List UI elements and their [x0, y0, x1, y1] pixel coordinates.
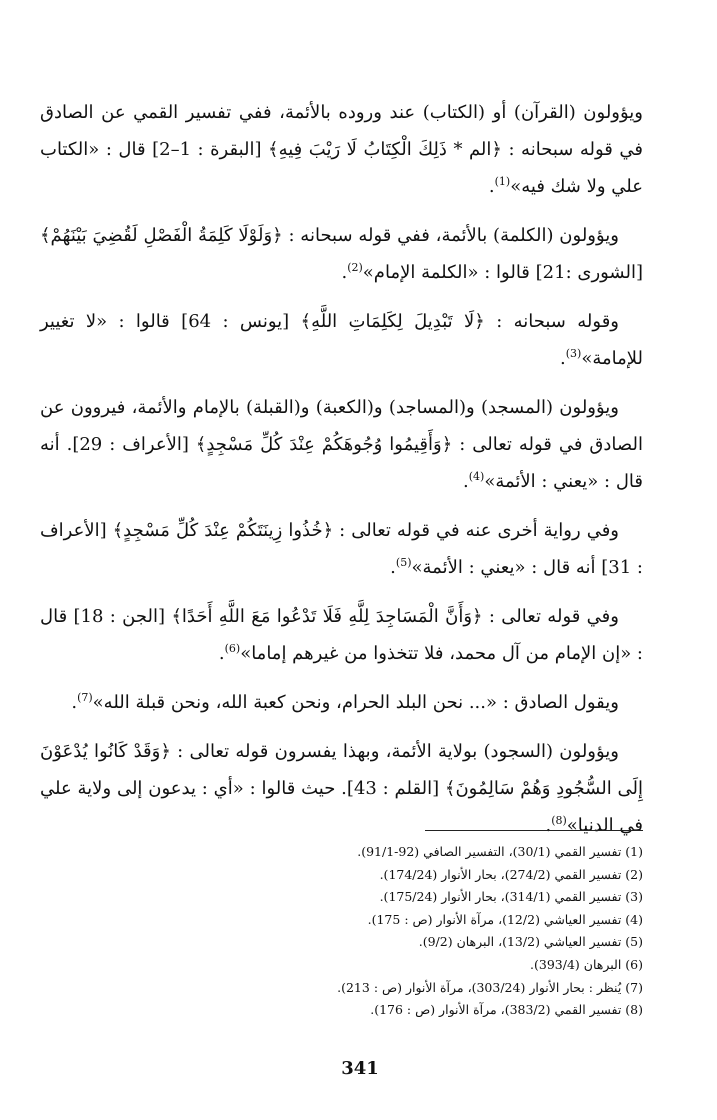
- footnote-ref[interactable]: (2): [347, 261, 363, 274]
- footnote-item: (8) تفسير القمي (383/2)، مرآة الأنوار (ص : 176).: [370, 1002, 643, 1018]
- footnote-item: (4) تفسير العياشي (12/2)، مرآة الأنوار (ص : 175).: [367, 911, 643, 927]
- paragraph-8: ويؤولون (السجود) بولاية الأئمة، وبهذا يفسرون قوله تعالى : ﴿وَقَدْ كَانُوا يُدْعَوْنَ إِلَى السُّجُودِ وَهُمْ سَالِمُونَ﴾ [القلم : 43]. حيث قالوا : «أي : يدعون إلى ولاية علي في الدنيا»$^{(8)}$.: [40, 741, 643, 836]
- paragraph-7: ويقول الصادق : «... نحن البلد الحرام، ونحن كعبة الله، ونحن قبلة الله»$^{(7)}$.: [71, 691, 619, 713]
- paragraph-text: وفي قوله تعالى : ﴿وَأَنَّ الْمَسَاجِدَ لِلَّهِ فَلَا تَدْعُوا مَعَ اللَّهِ أَحَدًا﴾ [الجن : 18] قال : «إن الإمام من آل محمد، فلا تتخذوا من غيرهم إماما»: [40, 606, 643, 664]
- footnote-ref[interactable]: (7): [77, 691, 93, 704]
- footnote-item: (2) تفسير القمي (274/2)، بحار الأنوار (174/24).: [379, 866, 643, 882]
- footnote-item: (1) تفسير القمي (30/1)، التفسير الصافي (92-91/1).: [357, 844, 643, 859]
- paragraph-5: وفي رواية أخرى عنه في قوله تعالى : ﴿خُذُوا زِينَتَكُمْ عِنْدَ كُلِّ مَسْجِدٍ﴾ [الأعراف : 31] أنه قال : «يعني : الأئمة»$^{(5)}$.: [40, 520, 643, 578]
- paragraph-text: ويؤولون (الكلمة) بالأئمة، ففي قوله سبحانه : ﴿وَلَوْلَا كَلِمَةُ الْفَصْلِ لَقُضِيَ بَيْنَهُمْ﴾ [الشورى :21] قالوا : «الكلمة الإمام»: [40, 225, 643, 283]
- footnote-item: (5) تفسير العياشي (13/2)، البرهان (9/2).: [418, 934, 643, 950]
- paragraph-text: ويؤولون (السجود) بولاية الأئمة، وبهذا يفسرون قوله تعالى : ﴿وَقَدْ كَانُوا يُدْعَوْنَ إِلَى السُّجُودِ وَهُمْ سَالِمُونَ﴾ [القلم : 43]. حيث قالوا : «أي : يدعون إلى ولاية علي في الدنيا»: [40, 741, 643, 836]
- footnote-ref[interactable]: (3): [565, 347, 582, 360]
- footnote-ref[interactable]: (1): [494, 175, 511, 188]
- paragraph-1: ويؤولون (القرآن) أو (الكتاب) عند وروده بالأئمة، ففي تفسير القمي عن الصادق في قوله سبحانه : ﴿الم * ذَلِكَ الْكِتَابُ لَا رَيْبَ فِيهِ﴾ [البقرة : 1–2] قال : «الكتاب علي ولا شك فيه»$^{(1)}$.: [40, 102, 644, 197]
- main-text: [40, 94, 643, 856]
- footnote-item: (3) تفسير القمي (314/1)، بحار الأنوار (175/24).: [379, 889, 643, 905]
- page-number: 341: [341, 1058, 379, 1079]
- footnote-ref[interactable]: (6): [224, 642, 241, 655]
- footnote-ref[interactable]: (8): [551, 814, 567, 827]
- paragraph-text: وقوله سبحانه : ﴿لَا تَبْدِيلَ لِكَلِمَاتِ اللَّهِ﴾ [يونس : 64] قالوا : «لا تغيير للإمامة»: [40, 311, 643, 369]
- paragraph-3: وقوله سبحانه : ﴿لَا تَبْدِيلَ لِكَلِمَاتِ اللَّهِ﴾ [يونس : 64] قالوا : «لا تغيير للإمامة»$^{(3)}$.: [40, 311, 643, 369]
- paragraph-text: ويؤولون (المسجد) و(المساجد) و(الكعبة) و(القبلة) بالإمام والأئمة، فيروون عن الصادق في قوله تعالى : ﴿وَأَقِيمُوا وُجُوهَكُمْ عِنْدَ كُلِّ مَسْجِدٍ﴾ [الأعراف : 29]. أنه قال : «يعني : الأئمة»: [40, 397, 643, 492]
- paragraph-6: وفي قوله تعالى : ﴿وَأَنَّ الْمَسَاجِدَ لِلَّهِ فَلَا تَدْعُوا مَعَ اللَّهِ أَحَدًا﴾ [الجن : 18] قال : «إن الإمام من آل محمد، فلا تتخذوا من غيرهم إماما»$^{(6)}$.: [40, 606, 643, 664]
- paragraph-text: ويقول الصادق : «... نحن البلد الحرام، ونحن كعبة الله، ونحن قبلة الله»: [92, 692, 619, 713]
- footnote-separator: [425, 830, 643, 831]
- footnote-item: (6) البرهان (393/4).: [530, 956, 643, 972]
- paragraph-text: وفي رواية أخرى عنه في قوله تعالى : ﴿خُذُوا زِينَتَكُمْ عِنْدَ كُلِّ مَسْجِدٍ﴾ [الأعراف : 31] أنه قال : «يعني : الأئمة»: [40, 520, 643, 578]
- footnote-ref[interactable]: (5): [395, 556, 412, 569]
- paragraph-text: ويؤولون (القرآن) أو (الكتاب) عند وروده بالأئمة، ففي تفسير القمي عن الصادق في قوله سبحانه : ﴿الم * ذَلِكَ الْكِتَابُ لَا رَيْبَ فِيهِ﴾ [البقرة : 1–2] قال : «الكتاب علي ولا شك فيه»: [40, 102, 644, 197]
- paragraph-2: ويؤولون (الكلمة) بالأئمة، ففي قوله سبحانه : ﴿وَلَوْلَا كَلِمَةُ الْفَصْلِ لَقُضِيَ بَيْنَهُمْ﴾ [الشورى :21] قالوا : «الكلمة الإمام»$^{(2)}$.: [40, 225, 643, 283]
- paragraph-4: ويؤولون (المسجد) و(المساجد) و(الكعبة) و(القبلة) بالإمام والأئمة، فيروون عن الصادق في قوله تعالى : ﴿وَأَقِيمُوا وُجُوهَكُمْ عِنْدَ كُلِّ مَسْجِدٍ﴾ [الأعراف : 29]. أنه قال : «يعني : الأئمة»$^{(4)}$.: [40, 397, 643, 492]
- footnote-ref[interactable]: (4): [468, 470, 485, 483]
- footnotes: [300, 841, 643, 1022]
- footnote-item: (7) يُنظر : بحار الأنوار (303/24)، مرآة الأنوار (ص : 213).: [337, 979, 643, 995]
